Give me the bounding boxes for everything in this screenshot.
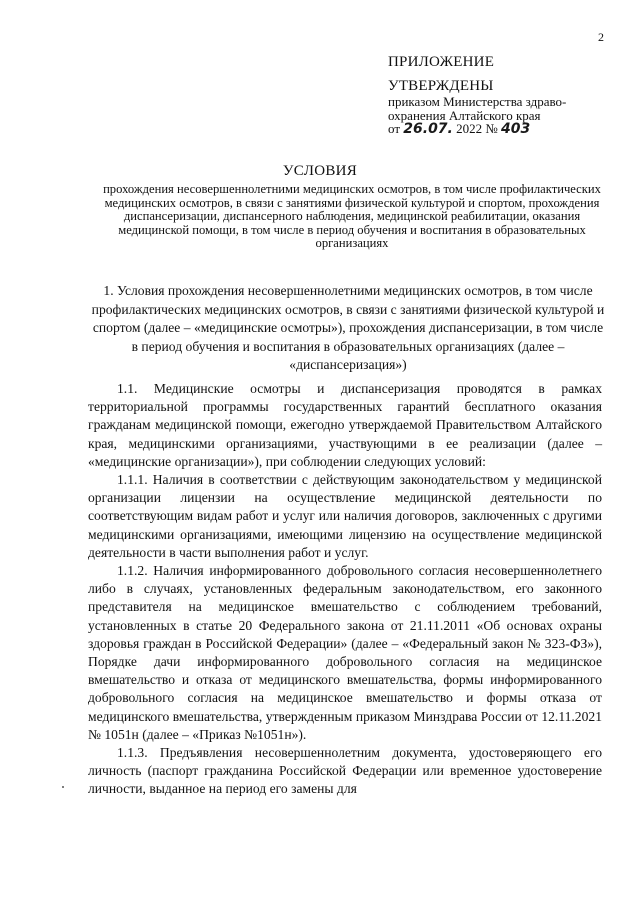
margin-dot xyxy=(62,786,64,788)
handwritten-number: 403 xyxy=(501,121,531,137)
order-year: 2022 xyxy=(456,121,483,136)
order-line-2: охранения Алтайского края xyxy=(388,107,541,123)
paragraph-1-1-3: 1.1.3. Предъявления несовершеннолетним документа, удостоверяющего его личность (паспорт гражданина Российской Федерации или временное удостоверение личности, выданное на период его замены для xyxy=(88,745,602,797)
body-text xyxy=(88,380,602,799)
section-heading: 1. Условия прохождения несовершеннолетними медицинских осмотров, в том числе профилактических медицинских осмотров, в связи с занятиями физической культурой и спортом (далее – «медицинские осмотры»), прохождения диспансеризации, в том числе в период обучения и воспитания в образовательных организациях (далее – «диспансеризация») xyxy=(91,283,605,373)
approval-block xyxy=(388,56,566,137)
document-title: УСЛОВИЯ xyxy=(282,163,358,179)
number-sign: № xyxy=(485,121,498,136)
document-subtitle: прохождения несовершеннолетними медицинских осмотров, в том числе профилактических медицинских осмотров, в связи с занятиями физической культурой и спортом, прохождения диспансеризации, диспансерного наблюдения, медицинской реабилитации, оказания медицинской помощи, в том числе в период обучения и воспитания в образовательных организациях xyxy=(103,182,601,251)
approved-label: УТВЕРЖДЕНЫ xyxy=(388,77,494,94)
order-date-line xyxy=(388,122,566,137)
appendix-label: ПРИЛОЖЕНИЕ xyxy=(388,54,495,70)
handwritten-date: 26.07. xyxy=(403,121,453,137)
paragraph-1-1: 1.1. Медицинские осмотры и диспансеризация проводятся в рамках территориальной программы государственных гарантий бесплатного оказания гражданам медицинской помощи, ежегодно утверждаемой Правительством Алтайского края, медицинскими организациями, участвующими в ее реализации (далее – «медицинские организации»), при соблюдении следующих условий: xyxy=(88,381,602,469)
paragraph-1-1-2: 1.1.2. Наличия информированного добровольного согласия несовершеннолетнего либо в случаях, установленных федеральным законодательством, его законного представителя на медицинское вмешательство с соблюдением требований, установленных в статье 20 Федерального закона от 21.11.2011 «Об основах охраны здоровья граждан в Российской Федерации» (далее – «Федеральный закон № 323-ФЗ»), Порядке дачи информированного добровольного согласия на медицинское вмешательство и отказа от медицинского вмешательства, формы информированного добровольного согласия на медицинское вмешательство и формы отказа от медицинского вмешательства, утвержденным приказом Минздрава России от 12.11.2021 № 1051н (далее – «Приказ №1051н»). xyxy=(88,563,602,742)
page-number: 2 xyxy=(598,30,604,44)
date-prefix: от xyxy=(388,121,401,136)
order-line-1: приказом Министерства здраво- xyxy=(388,94,567,109)
paragraph-1-1-1: 1.1.1. Наличия в соответствии с действующим законодательством у медицинской организации лицензии на осуществление медицинской деятельности по соответствующим видам работ и услуг или наличия договоров, заключенных с другими медицинскими организациями, имеющими лицензию на осуществление медицинской деятельности в части выполнения работ и услуг. xyxy=(88,472,602,560)
